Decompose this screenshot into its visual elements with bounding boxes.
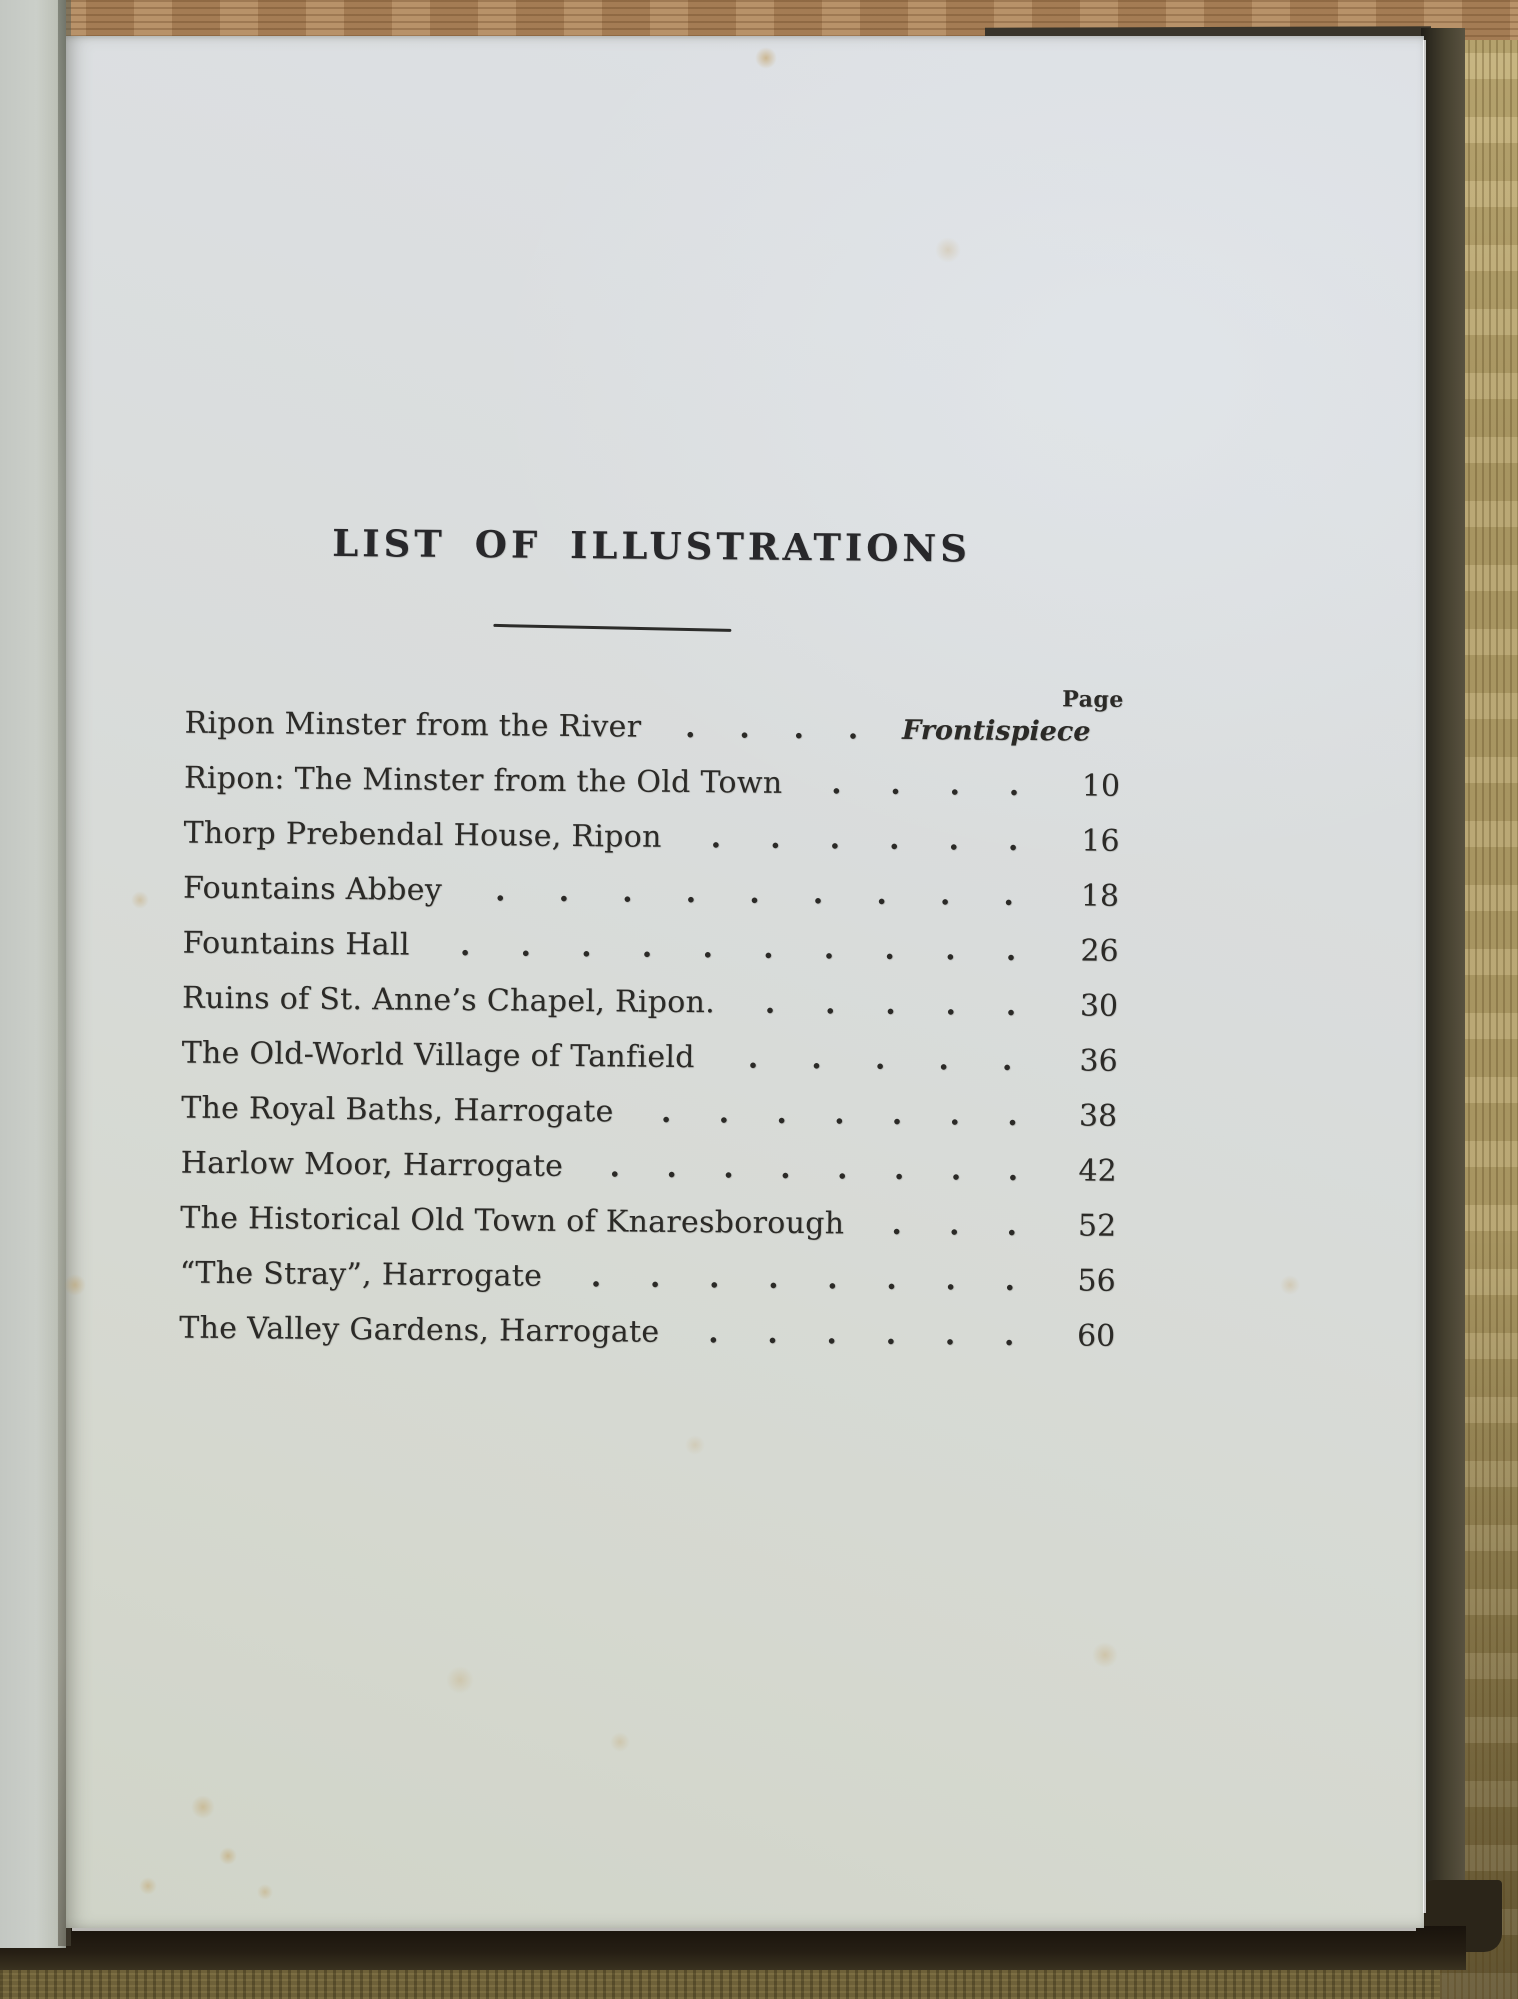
illustration-title: The Valley Gardens, Harrogate [179, 1310, 660, 1350]
leader-dot: . [1005, 987, 1017, 1023]
leader-dot: . [890, 766, 901, 802]
leader-dot: . [824, 986, 836, 1022]
leader-dot: . [702, 930, 714, 966]
leader-dot: . [767, 1315, 778, 1351]
leader-dot: . [948, 1207, 960, 1243]
leader-dot: . [776, 1095, 788, 1131]
leader-dot: . [660, 1094, 672, 1130]
title-divider-rule [493, 624, 731, 632]
leader-dot: . [826, 1316, 838, 1352]
leader-dot: . [874, 1041, 886, 1077]
illustration-title: Ripon Minster from the River [184, 705, 642, 745]
leader-dot: . [893, 1151, 905, 1187]
leader-dot: . [831, 766, 842, 802]
illustration-title: Fountains Abbey [182, 870, 443, 908]
leader-dot: . [891, 1206, 903, 1242]
dot-leader [844, 1196, 1064, 1253]
leader-dot: . [945, 1262, 957, 1298]
leader-dot: . [876, 876, 888, 912]
leader-dot: . [950, 1152, 962, 1188]
illustration-title: Harlow Moor, Harrogate [180, 1145, 564, 1184]
illustration-title: Fountains Hall [182, 925, 410, 963]
facing-page-stack [0, 0, 66, 1948]
leader-dot: . [749, 875, 760, 911]
leader-dot: . [684, 710, 696, 746]
list-item [184, 751, 1129, 814]
leader-dot: . [685, 875, 697, 911]
list-item [182, 971, 1127, 1034]
illustration-title: Ripon: The Minster from the Old Town [183, 760, 783, 801]
list-item [181, 1026, 1126, 1089]
leader-dot: . [1007, 822, 1019, 858]
leader-dot: . [1001, 1042, 1013, 1078]
foxing-spot [1280, 1275, 1300, 1295]
leader-dot: . [581, 929, 592, 965]
leader-dot: . [609, 1149, 621, 1185]
leader-dot: . [768, 1260, 779, 1296]
leader-dot: . [1007, 1152, 1019, 1188]
illustration-title: Thorp Prebendal House, Ripon [183, 815, 662, 855]
foxing-spot [131, 891, 149, 909]
list-item [179, 1301, 1124, 1364]
page-number: 30 [1079, 988, 1119, 1024]
leader-dot: . [780, 1150, 791, 1186]
leader-dot: . [723, 1150, 734, 1186]
leader-dot: . [812, 876, 824, 912]
dot-leader [659, 1305, 1063, 1364]
frontispiece-label: Frontispiece [901, 714, 1091, 748]
leader-dot: . [739, 710, 750, 746]
list-item [182, 916, 1127, 979]
leader-dot: . [949, 1097, 961, 1133]
leader-dot: . [1007, 1097, 1018, 1133]
dot-leader [563, 1139, 1065, 1198]
page-number: 42 [1078, 1153, 1117, 1189]
dot-leader [715, 975, 1066, 1033]
page-number: 10 [1081, 768, 1121, 804]
leader-dot: . [649, 1259, 661, 1295]
leader-dot: . [885, 1316, 897, 1352]
dot-leader [613, 1084, 1065, 1143]
leader-dot: . [641, 929, 653, 965]
list-item [184, 696, 1129, 759]
leader-dot: . [888, 821, 900, 857]
list-item [180, 1246, 1125, 1309]
leader-dot: . [811, 1041, 822, 1077]
illustration-title: The Historical Old Town of Knaresborough [180, 1200, 845, 1242]
illustration-title: Ruins of St. Anne’s Chapel, Ripon. [181, 980, 716, 1021]
leader-dot: . [793, 710, 805, 747]
leader-dot: . [1005, 932, 1017, 968]
page-number: 56 [1077, 1263, 1116, 1299]
list-item [180, 1191, 1125, 1254]
list-item [183, 806, 1128, 869]
book-page [66, 36, 1424, 1928]
leader-dot: . [834, 1096, 845, 1132]
leader-dot: . [770, 820, 781, 856]
leader-dot: . [710, 820, 722, 856]
illustrations-list [179, 696, 1130, 1364]
page-number: 18 [1080, 878, 1120, 914]
leader-dot: . [885, 986, 896, 1022]
dot-leader [409, 918, 1066, 979]
book-cover-edge-bottom [0, 1926, 1466, 1970]
leader-dot: . [891, 1096, 903, 1132]
leader-dot: . [938, 1042, 950, 1078]
leader-dot: . [707, 1315, 719, 1351]
leader-dot: . [886, 1261, 897, 1297]
leader-dot: . [945, 932, 956, 968]
illustration-title: The Royal Baths, Harrogate [181, 1090, 614, 1130]
leader-dot: . [949, 767, 961, 803]
leader-dot: . [763, 930, 774, 966]
leader-dot: . [520, 928, 532, 964]
leader-dot: . [558, 873, 570, 910]
leader-dot: . [948, 822, 960, 858]
leader-dot: . [494, 873, 506, 909]
dot-leader [442, 863, 1068, 923]
page-title: LIST OF ILLUSTRATIONS [332, 520, 972, 571]
leader-dot: . [459, 928, 471, 964]
list-item [181, 1081, 1126, 1144]
list-item [183, 861, 1128, 924]
page-number: 26 [1080, 933, 1119, 969]
leader-dot: . [747, 1040, 759, 1076]
leader-dot: . [847, 711, 859, 747]
leader-dot: . [1003, 1317, 1015, 1353]
dot-leader [662, 810, 1068, 869]
leader-dot: . [945, 987, 957, 1023]
leader-dot: . [764, 985, 776, 1021]
page-content [174, 36, 1135, 1904]
leader-dot: . [827, 1261, 838, 1297]
list-item [180, 1136, 1125, 1199]
page-number: 36 [1079, 1043, 1118, 1079]
leader-dot: . [1006, 1207, 1018, 1243]
foxing-spot [139, 1877, 157, 1895]
page-column-header: Page [1062, 686, 1124, 713]
illustration-title: “The Stray”, Harrogate [179, 1255, 543, 1294]
illustration-title: The Old-World Village of Tanfield [181, 1035, 695, 1076]
leader-dot: . [1003, 877, 1015, 913]
leader-dot: . [666, 1149, 678, 1185]
leader-dot: . [708, 1260, 720, 1296]
leader-dot: . [718, 1095, 730, 1131]
page-number: 38 [1078, 1098, 1118, 1134]
leader-dot: . [829, 821, 841, 857]
foxing-spot [64, 1274, 86, 1296]
page-number: 52 [1077, 1208, 1117, 1244]
book-cover-edge-right [1421, 28, 1465, 1930]
leader-dot: . [944, 1317, 956, 1353]
page-number: 16 [1081, 823, 1120, 859]
leader-dot: . [622, 874, 633, 910]
dot-leader [542, 1249, 1064, 1309]
leader-dot: . [590, 1259, 602, 1295]
dot-leader [641, 700, 902, 757]
dot-leader [782, 756, 1068, 813]
leader-dot: . [1008, 767, 1020, 803]
leader-dot: . [939, 877, 951, 913]
page-number: 60 [1076, 1318, 1116, 1354]
leader-dot: . [836, 1151, 848, 1187]
leader-dot: . [1004, 1262, 1016, 1298]
dot-leader [694, 1030, 1065, 1088]
leader-dot: . [823, 931, 835, 967]
leader-dot: . [884, 931, 896, 967]
